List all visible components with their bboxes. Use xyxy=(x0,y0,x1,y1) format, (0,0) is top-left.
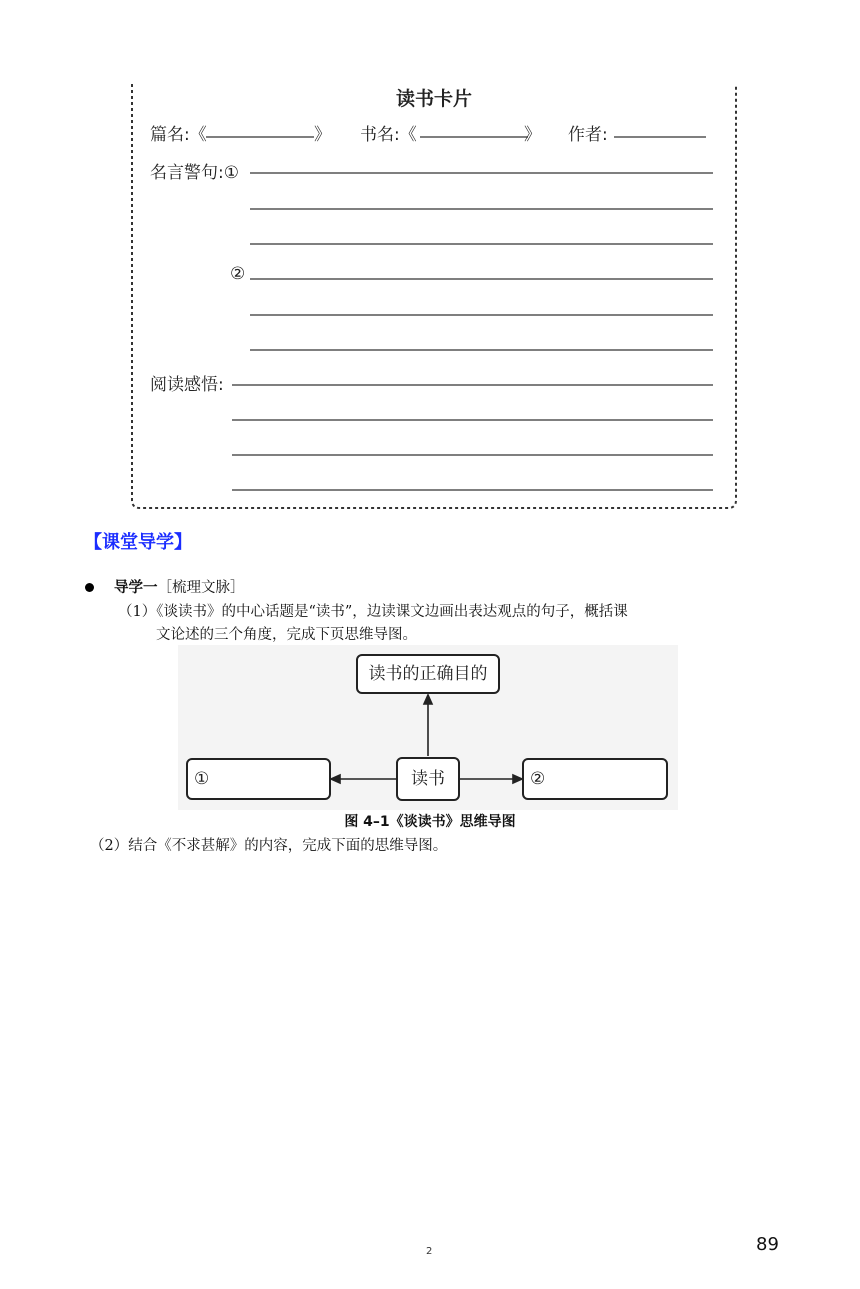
card-title: 读书卡片 xyxy=(395,88,472,110)
footer-sub-number: 2 xyxy=(426,1246,433,1257)
right-box: ② xyxy=(522,758,668,800)
item1-line2: 文论述的三个角度，完成下页思维导图。 xyxy=(156,627,417,643)
top-box: 读书的正确目的 xyxy=(356,654,500,694)
item2: （2）结合《不求甚解》的内容，完成下面的思维导图。 xyxy=(90,838,448,854)
reading-card xyxy=(128,80,740,510)
reflection-label: 阅读感悟: xyxy=(150,375,224,395)
guide1-tag: ［梳理文脉］ xyxy=(157,580,245,596)
quotes-label: 名言警句:① xyxy=(150,163,239,183)
center-box: 读书 xyxy=(396,757,460,801)
article-label: 篇名:《 xyxy=(150,125,207,145)
left-box: ① xyxy=(186,758,331,800)
section-title: 【课堂导学】 xyxy=(84,532,192,553)
figure-caption: 图 4–1《谈读书》思维导图 xyxy=(344,814,516,830)
page-number: 89 xyxy=(756,1234,779,1255)
item1-line1: （1）《谈读书》的中心话题是“读书”，边读课文边画出表达观点的句子，概括课 xyxy=(118,604,628,620)
guide1-bold: 导学一 xyxy=(114,580,158,596)
card-border xyxy=(128,80,740,510)
article-close: 》 xyxy=(314,125,331,145)
book-label: 书名:《 xyxy=(360,125,417,145)
mind-map xyxy=(178,645,678,810)
book-close: 》 xyxy=(524,125,541,145)
bullet-icon xyxy=(85,583,94,592)
quote2-marker: ② xyxy=(230,264,246,284)
author-label: 作者: xyxy=(568,125,608,145)
guide1-heading xyxy=(114,576,245,597)
